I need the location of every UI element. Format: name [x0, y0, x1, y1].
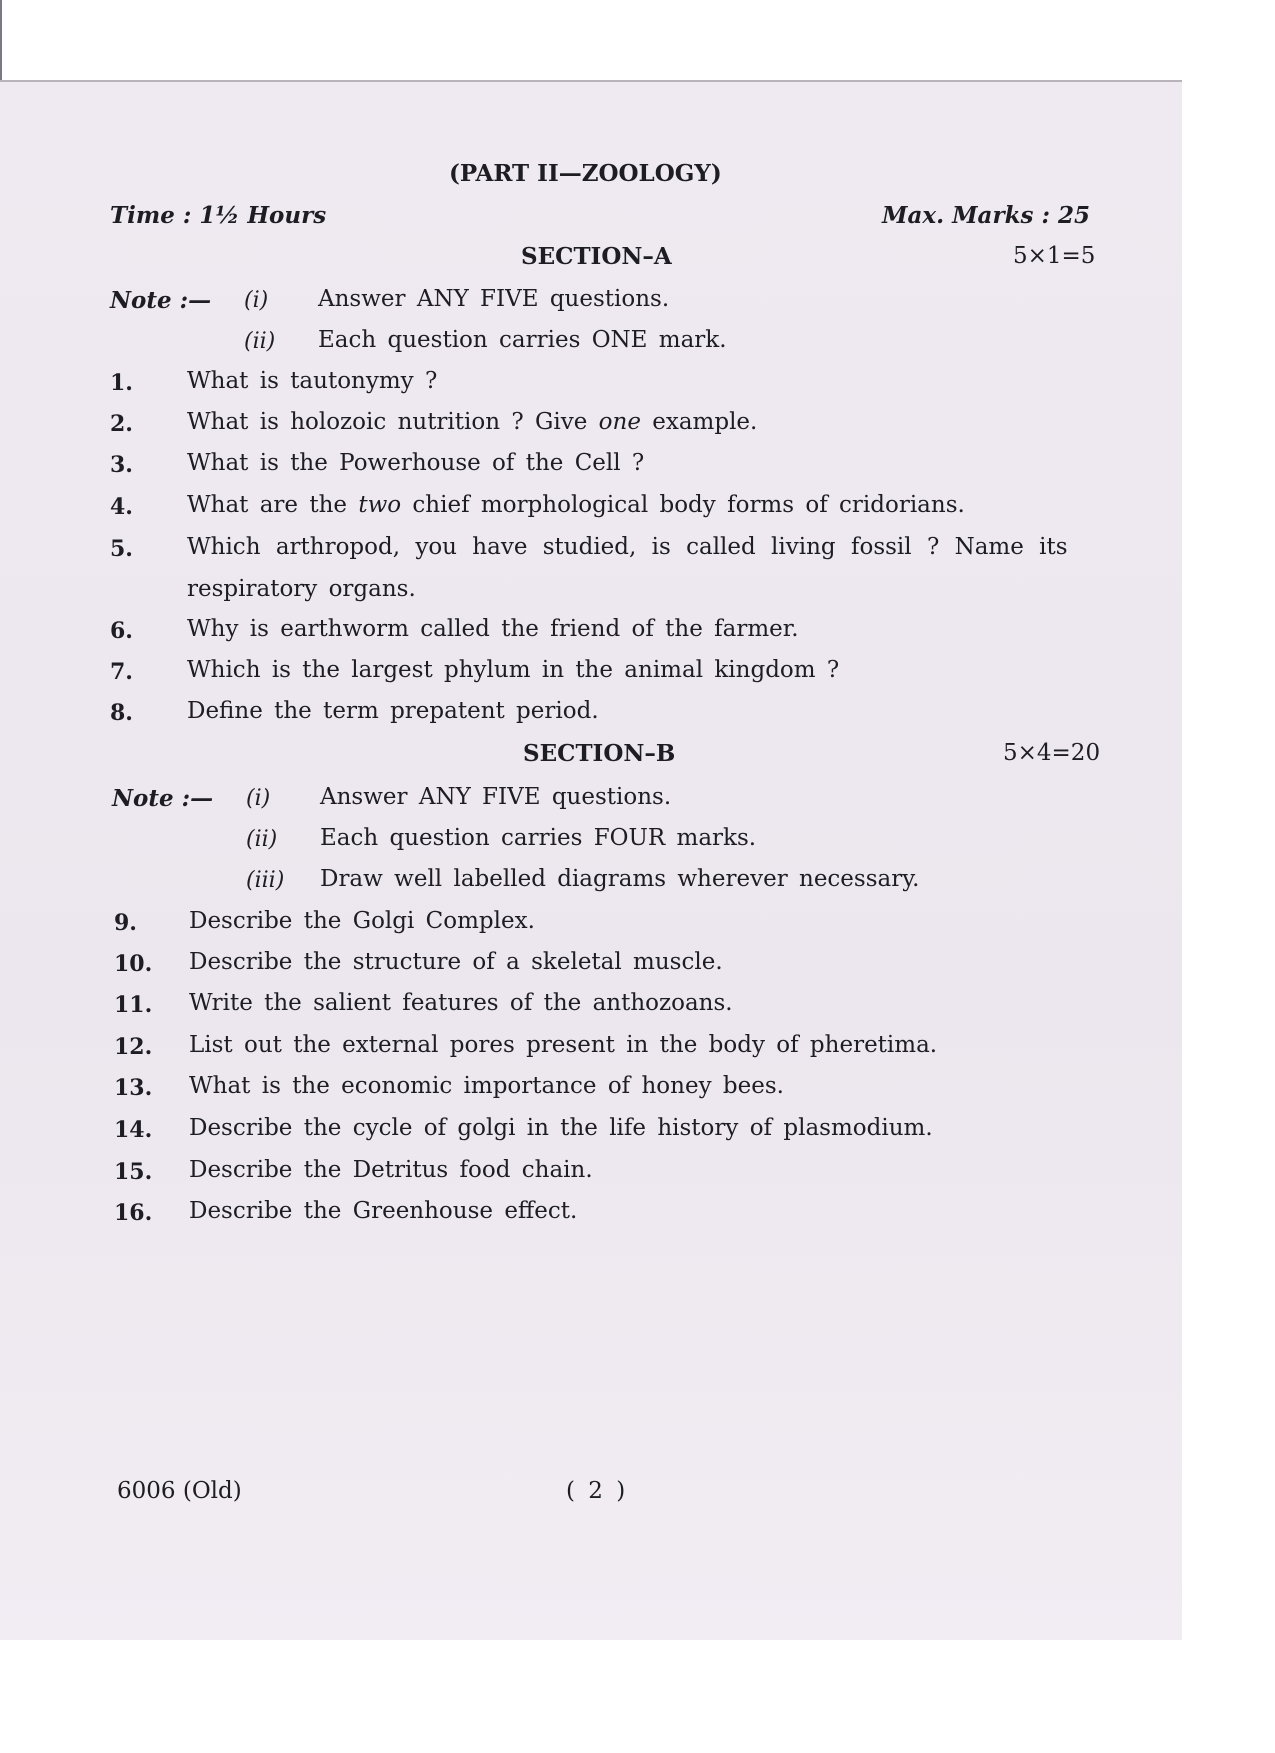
question-text: What is tautonymy ? — [187, 368, 438, 394]
question-number: 16. — [114, 1200, 153, 1226]
question-number: 1. — [110, 370, 133, 396]
section-b-title: SECTION–B — [523, 740, 676, 767]
section-b-note-num: (ii) — [246, 827, 278, 852]
section-b-note-num: (iii) — [246, 868, 285, 893]
question-text: Describe the cycle of golgi in the life history of plasmodium. — [189, 1115, 933, 1141]
section-a-note-label: Note :— — [110, 287, 212, 314]
question-text: Define the term prepatent period. — [187, 698, 599, 724]
question-number: 11. — [114, 992, 153, 1018]
question-number: 4. — [110, 494, 133, 520]
question-text: Describe the Greenhouse effect. — [189, 1198, 578, 1224]
question-number: 15. — [114, 1159, 153, 1185]
section-a-note-num: (i) — [244, 288, 269, 313]
question-number: 5. — [110, 536, 133, 562]
question-number: 8. — [110, 700, 133, 726]
section-b-note-num: (i) — [246, 786, 271, 811]
question-text: Which arthropod, you have studied, is called living fossil ? Name its — [187, 534, 1068, 560]
section-b-note-text: Draw well labelled diagrams wherever necessary. — [320, 866, 920, 892]
question-text: What are the two chief morphological body forms of cridorians. — [187, 492, 965, 518]
section-a-note-num: (ii) — [244, 329, 276, 354]
time-label: Time : 1½ Hours — [110, 202, 327, 229]
question-number: 3. — [110, 452, 133, 478]
section-b-note-text: Answer ANY FIVE questions. — [320, 784, 672, 810]
question-number: 2. — [110, 411, 133, 437]
question-text-continued: respiratory organs. — [187, 576, 416, 602]
question-text: What is the economic importance of honey bees. — [189, 1073, 784, 1099]
section-b-note-text: Each question carries FOUR marks. — [320, 825, 757, 851]
question-text: Write the salient features of the anthozoans. — [189, 990, 733, 1016]
question-text: Describe the Detritus food chain. — [189, 1157, 593, 1183]
scan-edge-left — [0, 0, 2, 82]
question-number: 9. — [114, 910, 137, 936]
section-b-note-label: Note :— — [112, 785, 214, 812]
section-a-note-text: Answer ANY FIVE questions. — [318, 286, 670, 312]
question-text: Which is the largest phylum in the animal kingdom ? — [187, 657, 840, 683]
question-text: Describe the Golgi Complex. — [189, 908, 535, 934]
exam-page — [0, 80, 1182, 1640]
page-number: ( 2 ) — [566, 1478, 626, 1504]
section-a-note-text: Each question carries ONE mark. — [318, 327, 727, 353]
paper-code: 6006 (Old) — [117, 1478, 242, 1504]
question-number: 6. — [110, 618, 133, 644]
question-number: 13. — [114, 1075, 153, 1101]
question-number: 12. — [114, 1034, 153, 1060]
question-text: What is holozoic nutrition ? Give one example. — [187, 409, 758, 435]
question-text: Why is earthworm called the friend of the farmer. — [187, 616, 799, 642]
question-text: What is the Powerhouse of the Cell ? — [187, 450, 645, 476]
section-a-title: SECTION–A — [521, 243, 672, 270]
question-number: 10. — [114, 951, 153, 977]
section-b-marks: 5×4=20 — [1003, 740, 1101, 766]
question-text: List out the external pores present in the body of pheretima. — [189, 1032, 938, 1058]
question-text: Describe the structure of a skeletal muscle. — [189, 949, 723, 975]
paper-top-edge — [0, 80, 1182, 82]
max-marks-label: Max. Marks : 25 — [882, 202, 1090, 229]
part-title: (PART II—ZOOLOGY) — [449, 160, 722, 187]
question-number: 7. — [110, 659, 133, 685]
section-a-marks: 5×1=5 — [1013, 243, 1096, 269]
question-number: 14. — [114, 1117, 153, 1143]
